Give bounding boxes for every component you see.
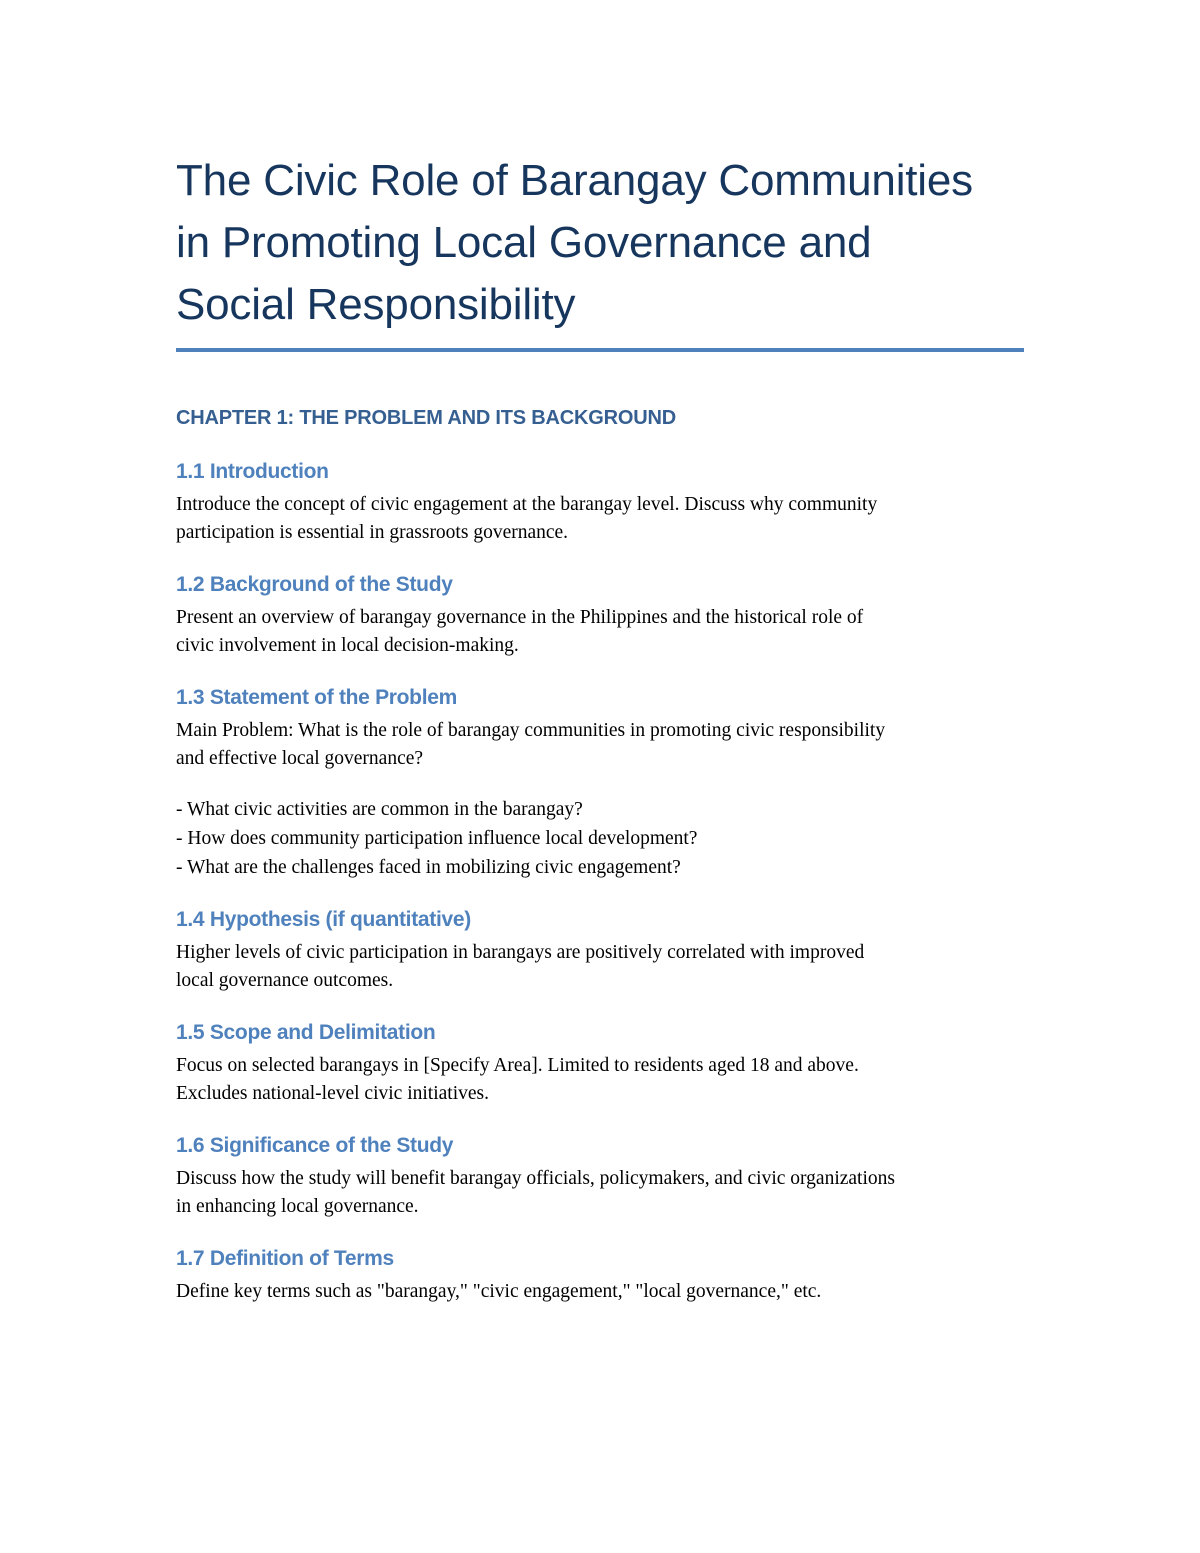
- title-underline-rule: [176, 348, 1024, 352]
- body-line: Excludes national-level civic initiatives.: [176, 1083, 489, 1104]
- section-body: [176, 491, 1026, 547]
- body-line: local governance outcomes.: [176, 970, 394, 991]
- section-introduction: [176, 458, 1026, 547]
- section-significance: [176, 1132, 1026, 1221]
- title-line: Social Responsibility: [176, 280, 576, 329]
- chapter-heading: CHAPTER 1: THE PROBLEM AND ITS BACKGROUND: [176, 407, 676, 429]
- body-line: and effective local governance?: [176, 748, 424, 769]
- section-body: [176, 939, 1026, 995]
- sub-question-item: - What are the challenges faced in mobilizing civic engagement?: [176, 857, 681, 878]
- section-scope-delimitation: [176, 1019, 1026, 1108]
- section-heading: 1.6 Significance of the Study: [176, 1134, 454, 1157]
- section-heading: 1.2 Background of the Study: [176, 573, 453, 596]
- sub-questions-list: [176, 795, 1026, 882]
- section-body: [176, 1165, 1026, 1221]
- body-line: Introduce the concept of civic engagement at the barangay level. Discuss why community: [176, 494, 878, 515]
- sub-question-item: - How does community participation influence local development?: [176, 828, 698, 849]
- document-title: [176, 150, 1026, 336]
- section-body: [176, 1052, 1026, 1108]
- body-line: Higher levels of civic participation in barangays are positively correlated with improved: [176, 942, 865, 963]
- document-page: [176, 150, 1026, 1306]
- body-line: Define key terms such as "barangay," "civic engagement," "local governance," etc.: [176, 1281, 822, 1302]
- section-heading: 1.4 Hypothesis (if quantitative): [176, 908, 471, 931]
- section-body: [176, 604, 1026, 660]
- section-statement-of-problem: [176, 684, 1026, 882]
- body-line: Focus on selected barangays in [Specify Area]. Limited to residents aged 18 and above.: [176, 1055, 859, 1076]
- body-line: participation is essential in grassroots governance.: [176, 522, 569, 543]
- title-line: in Promoting Local Governance and: [176, 218, 872, 267]
- body-line: Present an overview of barangay governance in the Philippines and the historical role of: [176, 607, 864, 628]
- section-background: [176, 571, 1026, 660]
- section-heading: 1.3 Statement of the Problem: [176, 686, 457, 709]
- body-line: civic involvement in local decision-making.: [176, 635, 519, 656]
- body-line: Discuss how the study will benefit barangay officials, policymakers, and civic organizations: [176, 1168, 895, 1189]
- section-definition-of-terms: [176, 1245, 1026, 1306]
- section-body: [176, 1278, 1026, 1306]
- body-line: Main Problem: What is the role of barangay communities in promoting civic responsibility: [176, 720, 886, 741]
- sub-question-item: - What civic activities are common in the barangay?: [176, 799, 583, 820]
- body-line: in enhancing local governance.: [176, 1196, 419, 1217]
- section-heading: 1.7 Definition of Terms: [176, 1247, 394, 1270]
- section-hypothesis: [176, 906, 1026, 995]
- section-heading: 1.1 Introduction: [176, 460, 329, 483]
- title-line: The Civic Role of Barangay Communities: [176, 156, 973, 205]
- section-heading: 1.5 Scope and Delimitation: [176, 1021, 436, 1044]
- section-body: [176, 717, 1026, 773]
